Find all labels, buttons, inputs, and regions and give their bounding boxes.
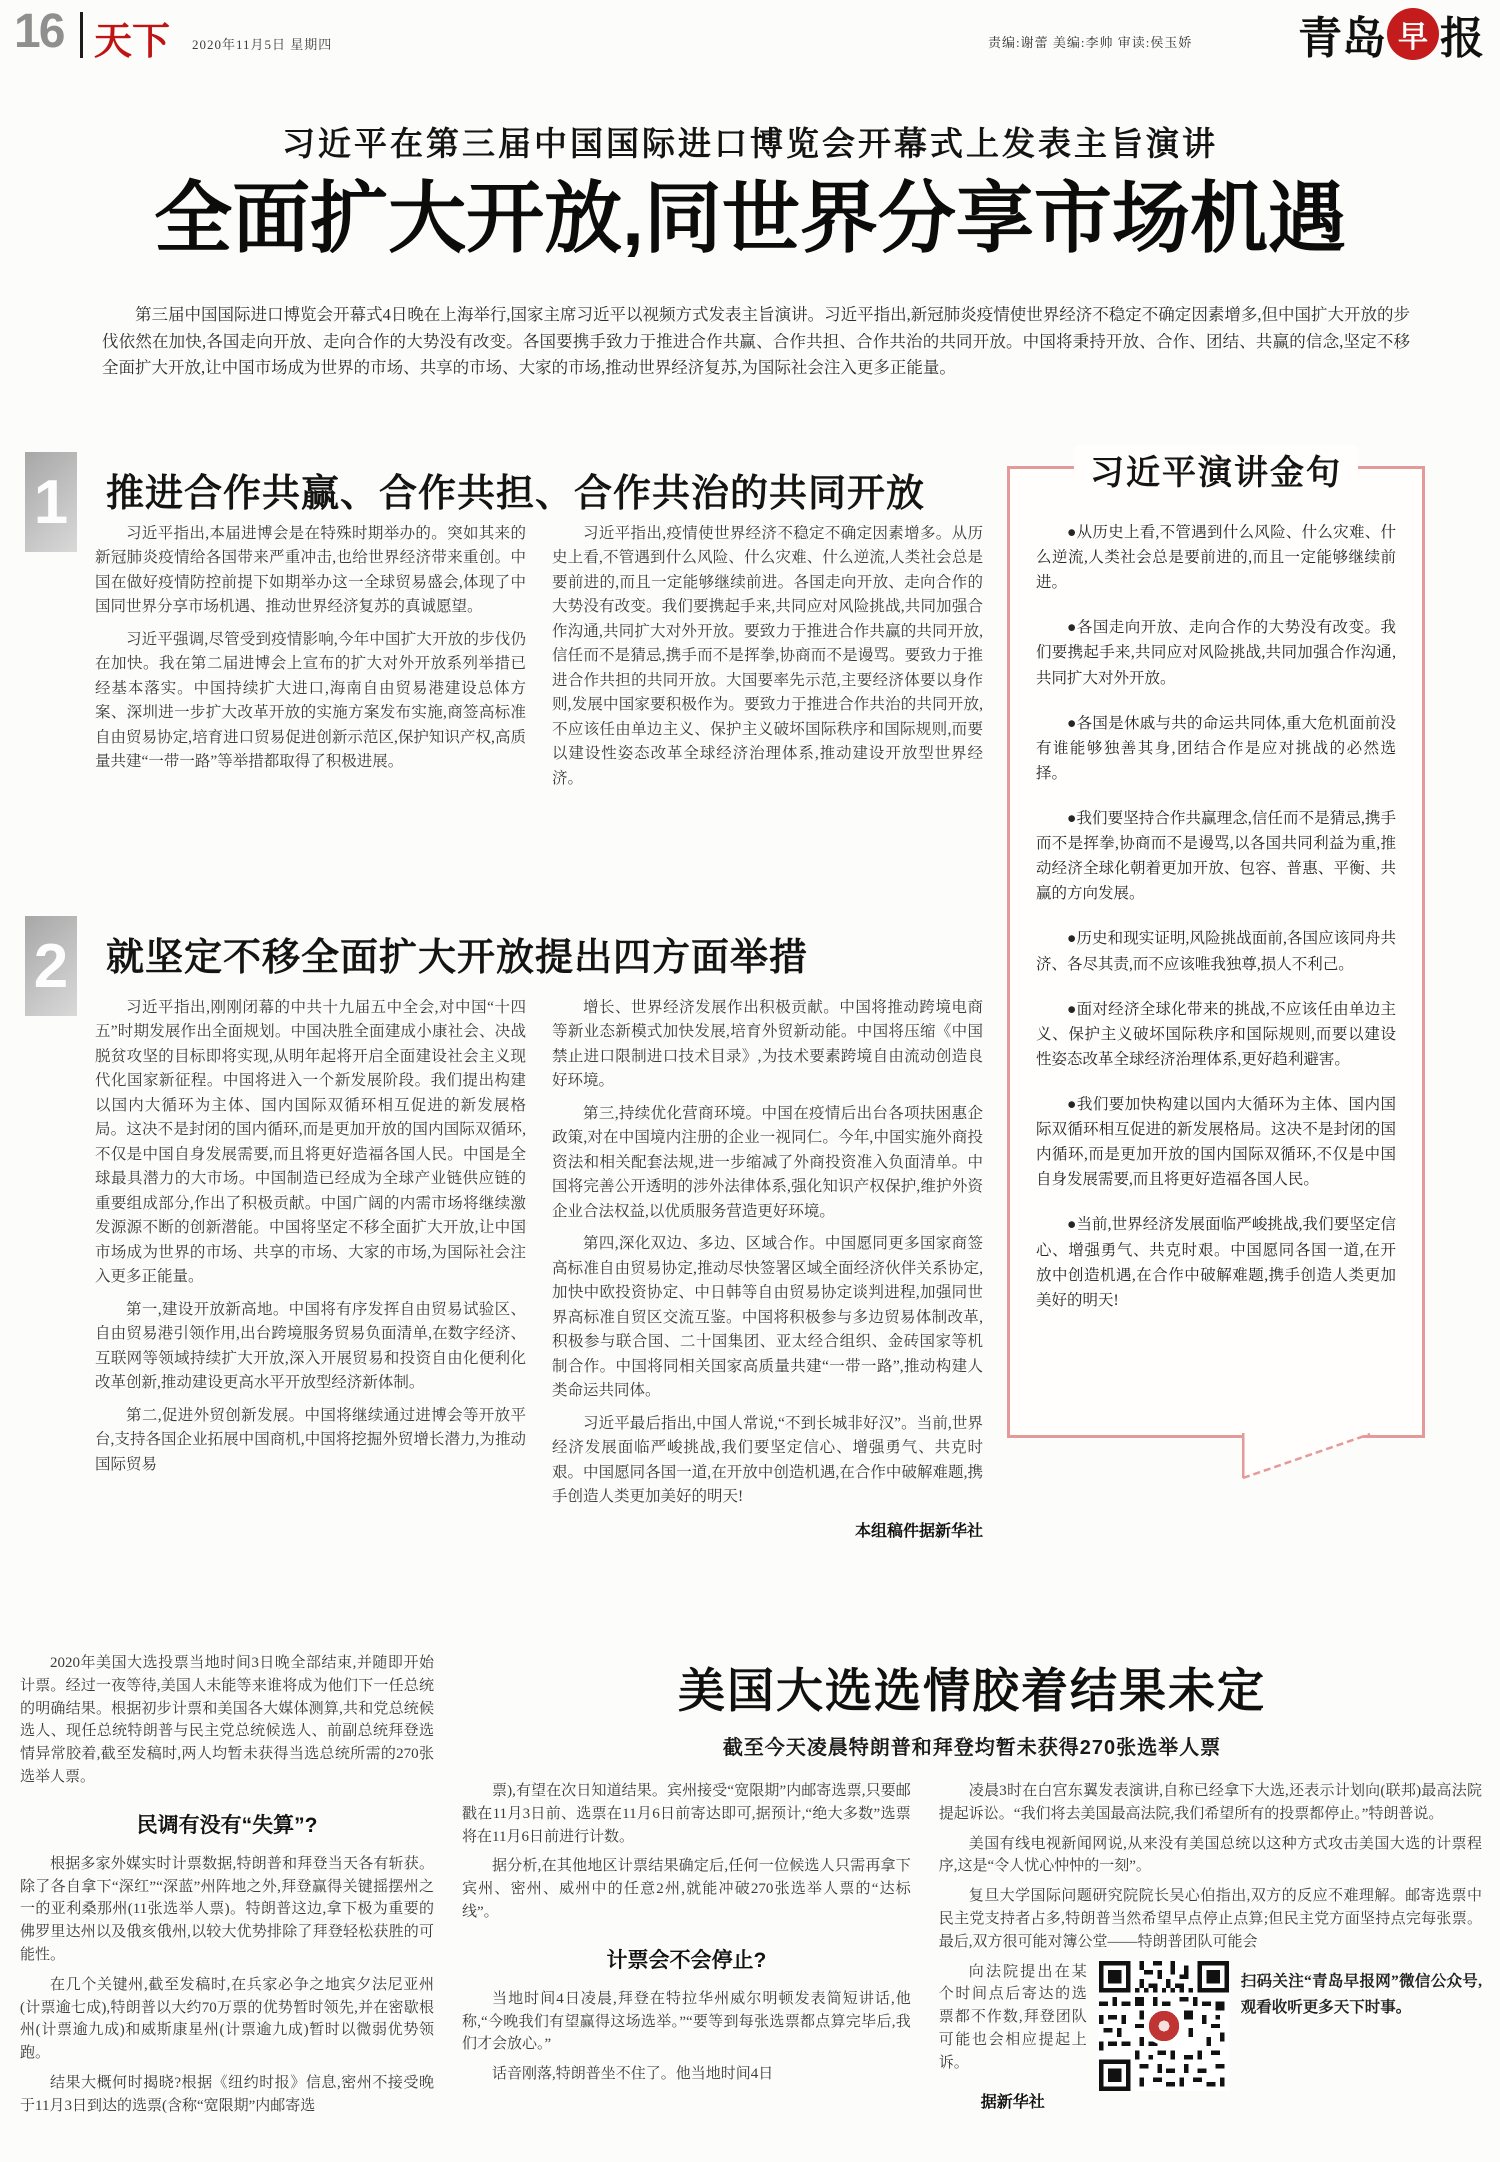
body-paragraph: 复旦大学国际问题研究院院长吴心伯指出,双方的反应不难理解。邮寄选票中民主党支持者占多,特朗普当然希望早点停止点算;但民主党方面坚持点完每张票。最后,双方很可能对簿公堂——特朗普团队可能会 <box>938 1888 1482 1950</box>
bottom-right-area <box>462 1652 1482 2160</box>
bottom-headline: 美国大选选情胶着结果未定 <box>678 1664 1266 1717</box>
bottom-column-2 <box>462 1780 911 2112</box>
body-paragraph: 习近平最后指出,中国人常说,“不到长城非好汉”。当前,世界经济发展面临严峻挑战,我们要坚定信心、增强勇气、共克时艰。中国愿同各国一道,在开放中创造机遇,在合作中破解难题,携手创造人类更加美好的明天! <box>552 1414 983 1506</box>
main-headline: 全面扩大开放,同世界分享市场机遇 <box>154 174 1346 262</box>
body-paragraph: 据分析,在其他地区计票结果确定后,任何一位候选人只需再拿下宾州、密州、威州中的任意2州,就能冲破270张选举人票的“达标线”。 <box>462 1858 911 1920</box>
section-1-number: 1 <box>25 452 77 552</box>
bottom-wire-credit: 据新华社 <box>980 2093 1045 2111</box>
body-paragraph: 2020年美国大选投票当地时间3日晚全部结束,并随即开始计票。经过一夜等待,美国人未能等来谁将成为他们下一任总统的明确结果。根据初步计票和美国各大媒体测算,共和党总统候选人、现任总统特朗普与民主党总统候选人、前副总统拜登选情异常胶着,截至发稿时,两人均暂未获得当选总统所需的270张选举人票。 <box>20 1655 434 1785</box>
quote-item: ●各国走向开放、走向合作的大势没有改变。我们要携起手来,共同应对风险挑战,共同加强合作沟通,共同扩大对外开放。 <box>1036 619 1396 687</box>
body-paragraph: 习近平指出,疫情使世界经济不稳定不确定因素增多。从历史上看,不管遇到什么风险、什么灾难、什么逆流,人类社会总是要前进的,而且一定能够继续前进。各国走向开放、走向合作的大势没有改变。我们要携起手来,共同应对风险挑战,共同加强合作沟通,共同扩大对外开放。要致力于推进合作共赢的共同开放,信任而不是猜忌,携手而不是挥拳,协商而不是谩骂。要致力于推进合作共担的共同开放。大国要率先示范,主要经济体要以身作则,发展中国家要积极作为。要致力于推进合作共治的共同开放,不应该任由单边主义、保护主义破坏国际秩序和国际规则,而要以建设性姿态改革全球经济治理体系,推动建设开放型世界经济。 <box>552 525 983 787</box>
qr-block <box>939 1961 1482 2112</box>
editor-credits: 责编:谢蕾 美编:李帅 审读:侯玉娇 <box>988 35 1193 50</box>
crosshead-counting: 计票会不会停止? <box>606 1948 767 1972</box>
page-number: 16 <box>14 5 64 58</box>
quote-item: ●当前,世界经济发展面临严峻挑战,我们要坚定信心、增强勇气、共克时艰。中国愿同各国一道,在开放中创造机遇,在合作中破解难题,携手创造人类更加美好的明天! <box>1036 1216 1396 1309</box>
quotes-list <box>1036 520 1396 1333</box>
body-paragraph: 美国有线电视新闻网说,从来没有美国总统以这种方式攻击美国大选的计票程序,这是“令人忧心忡忡的一刻”。 <box>938 1835 1482 1875</box>
body-paragraph: 在几个关键州,截至发稿时,在兵家必争之地宾夕法尼亚州(计票逾七成),特朗普以大约70万票的优势暂时领先,并在密歇根州(计票逾九成)和威斯康星州(计票逾九成)暂时以微弱优势领跑。 <box>20 1976 434 2062</box>
section-name: 天下 <box>94 21 171 63</box>
body-paragraph: 习近平强调,尽管受到疫情影响,今年中国扩大开放的步伐仍在加快。我在第二届进博会上宣布的扩大对外开放系列举措已经基本落实。中国持续扩大进口,海南自由贸易港建设总体方案、深圳进一步扩大改革开放的实施方案发布实施,商签高标准自由贸易协定,培育进口贸易促进创新示范区,保护知识产权,高质量共建“一带一路”等举措都取得了积极进展。 <box>95 630 526 771</box>
quote-item: ●我们要加快构建以国内大循环为主体、国内国际双循环相互促进的新发展格局。这决不是封闭的国内循环,而是更加开放的国内国际双循环,不仅是中国自身发展需要,而且将更好造福各国人民。 <box>1036 1095 1396 1189</box>
body-paragraph: 第二,促进外贸创新发展。中国将继续通过进博会等开放平台,支持各国企业拓展中国商机,中国将挖掘外贸增长潜力,为推动国际贸易 <box>95 1406 526 1473</box>
body-paragraph: 凌晨3时在白宫东翼发表演讲,自称已经拿下大选,还表示计划向(联邦)最高法院提起诉讼。“我们将去美国最高法院,我们希望所有的投票都停止。”特朗普说。 <box>938 1783 1482 1822</box>
newspaper-masthead <box>1298 2 1484 66</box>
kicker-headline: 习近平在第三届中国国际进口博览会开幕式上发表主旨演讲 <box>282 127 1218 163</box>
quotes-box <box>1007 455 1425 1438</box>
body-paragraph: 话音刚落,特朗普坐不住了。他当地时间4日 <box>492 2066 774 2083</box>
section-2-title: 就坚定不移全面扩大开放提出四方面举措 <box>106 937 809 979</box>
quote-item: ●从历史上看,不管遇到什么风险、什么灾难、什么逆流,人类社会总是要前进的,而且一定能够继续前进。 <box>1036 524 1396 592</box>
quotes-box-title: 习近平演讲金句 <box>1074 445 1358 494</box>
body-paragraph: 第四,深化双边、多边、区域合作。中国愿同更多国家商签高标准自由贸易协定,推动尽快签署区域全面经济伙伴关系协定,加快中欧投资协定、中日韩等自由贸易协定谈判进程,加强同世界高标准自贸区交流互鉴。中国将积极参与多边贸易体制改革,积极参与联合国、二十国集团、亚太经合组织、金砖国家等机制合作。中国将同相关国家高质量共建“一带一路”,推动构建人类命运共同体。 <box>552 1235 983 1400</box>
body-paragraph: 习近平指出,刚刚闭幕的中共十九届五中全会,对中国“十四五”时期发展作出全面规划。中国决胜全面建成小康社会、决战脱贫攻坚的目标即将实现,从明年起将开启全面建设社会主义现代化国家新征程。中国将进入一个新发展阶段。我们提出构建以国内大循环为主体、国内国际双循环相互促进的新发展格局。这决不是封闭的国内循环,而是更加开放的国内国际双循环,不仅是中国自身发展需要,而且将更好造福各国人民。中国是全球最具潜力的大市场。中国制造已经成为全球产业链供应链的重要组成部分,作出了积极贡献。中国广阔的内需市场将继续激发源源不断的创新潜能。中国将坚定不移全面扩大开放,让中国市场成为世界的市场、共享的市场、大家的市场,为国际社会注入更多正能量。 <box>95 999 526 1286</box>
body-paragraph: 票),有望在次日知道结果。宾州接受“宽限期”内邮寄选票,只要邮戳在11月3日前、选票在11月6日前寄达即可,据预计,“绝大多数”选票将在11月6日前进行计数。 <box>462 1783 911 1845</box>
body-paragraph: 根据多家外媒实时计票数据,特朗普和拜登当天各有斩获。除了各自拿下“深红”“深蓝”州阵地之外,拜登赢得关键摇摆州之一的亚利桑那州(11张选举人票)。特朗普这边,拿下极为重要的佛罗里达州以及俄亥俄州,以较大优势排除了拜登轻松获胜的可能性。 <box>20 1855 434 1963</box>
issue-date: 2020年11月5日 星期四 <box>192 37 333 52</box>
section-2-column-2 <box>552 996 983 1646</box>
section-1-column-1 <box>95 522 526 914</box>
body-paragraph: 当地时间4日凌晨,拜登在特拉华州威尔明顿发表简短讲话,他称,“今晚我们有望赢得这场选举。”“要等到每张选票都点算完毕后,我们才会放心。” <box>462 1990 911 2053</box>
body-paragraph: 向法院提出在某个时间点后寄达的选票都不作数,拜登团队可能也会相应提起上诉。 <box>938 1963 1087 2071</box>
quote-item: ●各国是休戚与共的命运共同体,重大危机面前没有谁能够独善其身,团结合作是应对挑战的必然选择。 <box>1036 714 1396 782</box>
bottom-column-1 <box>20 1652 434 2160</box>
section-2-column-1 <box>95 996 526 1646</box>
lead-paragraph: 第三届中国国际进口博览会开幕式4日晚在上海举行,国家主席习近平以视频方式发表主旨演讲。习近平指出,新冠肺炎疫情使世界经济不稳定不确定因素增多,但中国扩大开放的步伐依然在加快,各国走向开放、走向合作的大势没有改变。各国要携手致力于推进合作共赢、合作共担、合作共治的共同开放。中国将秉持开放、合作、团结、共赢的信念,坚定不移全面扩大开放,让中国市场成为世界的市场、共享的市场、大家的市场,推动世界经济复苏,为国际社会注入更多正能量。 <box>102 305 1411 378</box>
bottom-article <box>20 1652 1482 2160</box>
crosshead-polls: 民调有没有“失算”? <box>136 1813 318 1837</box>
masthead-text-right: 报 <box>1440 14 1484 63</box>
quote-item: ●我们要坚持合作共赢理念,信任而不是猜忌,携手而不是挥拳,协商而不是谩骂,以各国共同利益为重,推动经济全球化朝着更加开放、包容、普惠、平衡、共赢的方向发展。 <box>1036 809 1396 903</box>
qr-caption: 扫码关注“青岛早报网”微信公众号,观看收听更多天下时事。 <box>1240 1972 1482 2017</box>
quote-item: ●历史和现实证明,风险挑战面前,各国应该同舟共济、各尽其责,而不应该唯我独尊,损人不利己。 <box>1036 930 1396 973</box>
qr-code <box>1099 1961 1229 2091</box>
bottom-columns <box>462 1780 1482 2112</box>
qr-side-text <box>939 1961 1087 2112</box>
bottom-subhead: 截至今天凌晨特朗普和拜登均暂未获得270张选举人票 <box>722 1737 1222 1759</box>
masthead-logo-circle: 早 <box>1387 8 1439 60</box>
body-paragraph: 结果大概何时揭晓?根据《纽约时报》信息,密州不接受晚于11月3日到达的选票(含称“宽限期”内邮寄选 <box>20 2074 434 2114</box>
section-1-title: 推进合作共赢、合作共担、合作共治的共同开放 <box>106 473 926 515</box>
section-2-columns <box>95 996 983 1646</box>
body-paragraph: 增长、世界经济发展作出积极贡献。中国将推动跨境电商等新业态新模式加快发展,培育外贸新动能。中国将压缩《中国禁止进口限制进口技术目录》,为技术要素跨境自由流动创造良好环境。 <box>552 999 983 1090</box>
body-paragraph: 第三,持续优化营商环境。中国在疫情后出台各项扶困惠企政策,对在中国境内注册的企业一视同仁。今年,中国实施外商投资法和相关配套法规,进一步缩减了外商投资准入负面清单。中国将完善公开透明的涉外法律体系,强化知识产权保护,维护外资企业合法权益,以优质服务营造更好环境。 <box>552 1104 983 1220</box>
body-paragraph: 习近平指出,本届进博会是在特殊时期举办的。突如其来的新冠肺炎疫情给各国带来严重冲击,也给世界经济带来重创。中国在做好疫情防控前提下如期举办这一全球贸易盛会,体现了中国同世界分享市场机遇、推动世界经济复苏的真诚愿望。 <box>95 525 526 616</box>
wire-credit: 本组稿件据新华社 <box>854 1522 983 1540</box>
masthead-text-left: 青岛 <box>1298 14 1386 63</box>
section-2-number: 2 <box>25 916 77 1016</box>
speech-bubble-tail <box>1242 1432 1374 1484</box>
header-divider <box>80 12 83 58</box>
bottom-column-3 <box>939 1780 1482 2112</box>
section-1-columns <box>95 522 983 914</box>
section-1-column-2 <box>552 522 983 914</box>
quote-item: ●面对经济全球化带来的挑战,不应该任由单边主义、保护主义破坏国际秩序和国际规则,而要以建设性姿态改革全球经济治理体系,更好趋利避害。 <box>1036 1000 1396 1068</box>
body-paragraph: 第一,建设开放新高地。中国将有序发挥自由贸易试验区、自由贸易港引领作用,出台跨境服务贸易负面清单,在数字经济、互联网等领域持续扩大开放,深入开展贸易和投资自由化便利化改革创新,推动建设更高水平开放型经济新体制。 <box>95 1300 526 1392</box>
